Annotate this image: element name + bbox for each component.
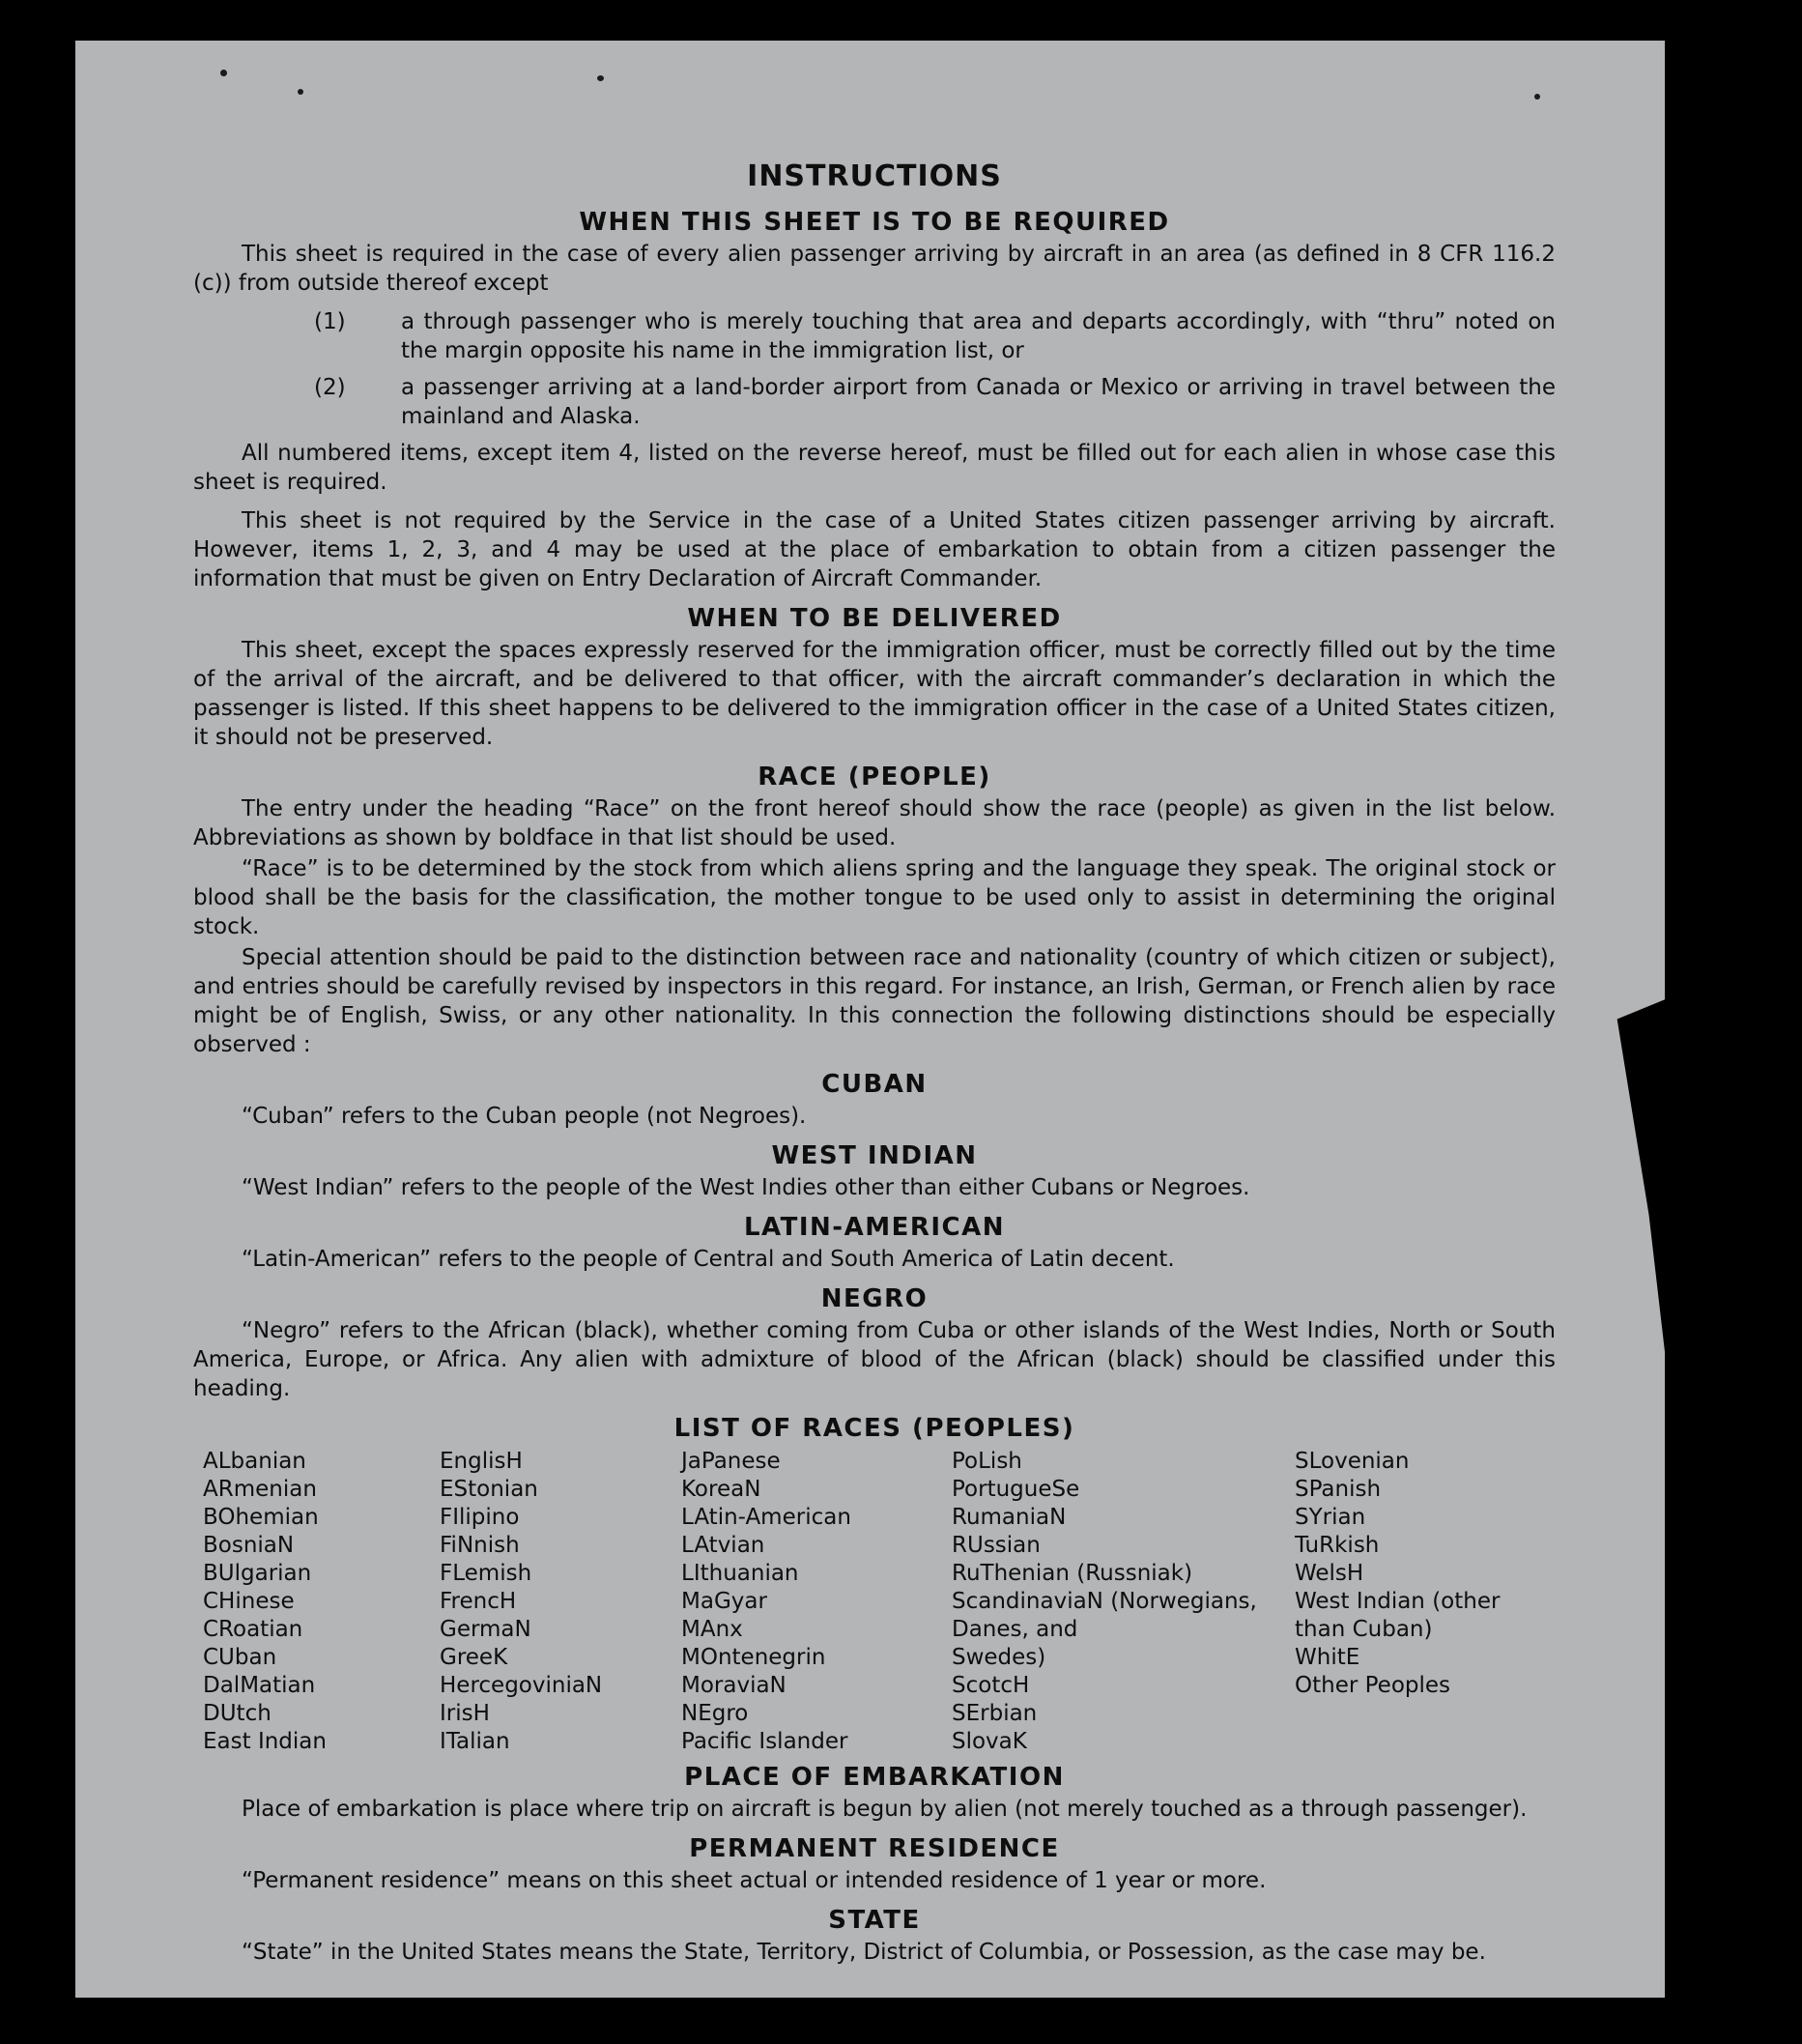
item-text: a through passenger who is merely touching that area and departs accordingly, with “thru” noted on the margin opposite his name in the immigration list, or xyxy=(401,309,1556,363)
race-entry: FrencH xyxy=(440,1589,517,1614)
when-delivered-text: This sheet, except the spaces expressly reserved for the immigration officer, must be correctly filled out by the time of the arrival of the aircraft, and be delivered to that officer, with the aircraft commander’s declaration in which the passenger is listed. If this sheet happens to be delivered to the immigration officer in the case of a United States citizen, it should not be preserved. xyxy=(193,638,1556,750)
race-entry: RUssian xyxy=(952,1533,1041,1558)
race-entry: SYrian xyxy=(1295,1505,1366,1530)
race-paragraph-2: “Race” is to be determined by the stock from which aliens spring and the language they speak. The original stock or blood shall be the basis for the classification, the mother tongue to be used only to assist in determining the original stock. xyxy=(193,856,1556,939)
section-heading-west-indian: WEST INDIAN xyxy=(771,1141,978,1170)
race-entry: ITalian xyxy=(440,1729,510,1754)
item-text: a passenger arriving at a land-border airport from Canada or Mexico or arriving in travel between the mainland and Alaska. xyxy=(401,375,1556,429)
section-heading-negro: NEGRO xyxy=(820,1284,929,1313)
race-entry: ARmenian xyxy=(203,1477,317,1502)
section-heading-when-delivered: WHEN TO BE DELIVERED xyxy=(687,604,1062,633)
section-heading-latin-american: LATIN-AMERICAN xyxy=(743,1213,1006,1242)
section-heading-race: RACE (PEOPLE) xyxy=(758,763,991,792)
exception-item xyxy=(193,373,1556,431)
section-heading-state: STATE xyxy=(828,1906,921,1935)
cuban-text: “Cuban” refers to the Cuban people (not Negroes). xyxy=(242,1104,807,1129)
race-entry: West Indian (other xyxy=(1295,1589,1501,1614)
races-column xyxy=(952,1448,1295,1756)
races-list xyxy=(203,1448,1556,1756)
races-column xyxy=(440,1448,681,1756)
races-column xyxy=(1295,1448,1565,1756)
latin-american-text: “Latin-American” refers to the people of Central and South America of Latin decent. xyxy=(242,1247,1175,1272)
race-entry: MAnx xyxy=(681,1617,743,1642)
race-entry: Swedes) xyxy=(952,1645,1046,1670)
ink-speck xyxy=(1534,94,1540,100)
race-entry: SlovaK xyxy=(952,1729,1027,1754)
negro-text: “Negro” refers to the African (black), whether coming from Cuba or other islands of the West Indies, North or South America, Europe, or Africa. Any alien with admixture of blood of the African (black) should be classified under this heading. xyxy=(193,1318,1556,1401)
race-entry: HercegoviniaN xyxy=(440,1673,603,1698)
race-entry: NEgro xyxy=(681,1701,749,1726)
section-heading-permanent-residence: PERMANENT RESIDENCE xyxy=(689,1834,1060,1863)
section-heading-when-required: WHEN THIS SHEET IS TO BE REQUIRED xyxy=(579,208,1170,237)
race-entry: BOhemian xyxy=(203,1505,319,1530)
race-entry: FiNnish xyxy=(440,1533,520,1558)
race-entry: IrisH xyxy=(440,1701,490,1726)
race-entry: DalMatian xyxy=(203,1673,316,1698)
race-entry: FLemish xyxy=(440,1561,532,1586)
numbered-items-paragraph: All numbered items, except item 4, listed on the reverse hereof, must be filled out for each alien in whose case this sheet is required. xyxy=(193,441,1556,495)
races-column xyxy=(203,1448,440,1756)
race-entry: SErbian xyxy=(952,1701,1038,1726)
race-entry: GermaN xyxy=(440,1617,531,1642)
state-text: “State” in the United States means the State, Territory, District of Columbia, or Possession, as the case may be. xyxy=(242,1940,1486,1965)
section-heading-list-of-races: LIST OF RACES (PEOPLES) xyxy=(673,1414,1075,1443)
race-entry: RumaniaN xyxy=(952,1505,1067,1530)
race-entry: DUtch xyxy=(203,1701,272,1726)
race-paragraph-3: Special attention should be paid to the distinction between race and nationality (country of which citizen or subject), and entries should be carefully revised by inspectors in this regard. For instance, an Irish, German, or French alien by race might be of English, Swiss, or any other nationality. In this connection the following distinctions should be especially observed : xyxy=(193,945,1556,1057)
race-entry: CRoatian xyxy=(203,1617,303,1642)
race-entry: ScotcH xyxy=(952,1673,1030,1698)
race-entry: GreeK xyxy=(440,1645,508,1670)
race-paragraph-1: The entry under the heading “Race” on the front hereof should show the race (people) as given in the list below. Abbreviations as shown by boldface in that list should be used. xyxy=(193,796,1556,850)
race-entry: PortugueSe xyxy=(952,1477,1080,1502)
race-entry: LIthuanian xyxy=(681,1561,799,1586)
ink-speck xyxy=(220,70,227,76)
race-entry: Danes, and xyxy=(952,1617,1078,1642)
west-indian-text: “West Indian” refers to the people of the West Indies other than either Cubans or Negroes. xyxy=(242,1175,1250,1200)
race-entry: WhitE xyxy=(1295,1645,1360,1670)
ink-speck xyxy=(298,89,303,95)
when-required-intro: This sheet is required in the case of every alien passenger arriving by aircraft in an area (as defined in 8 CFR 116.2 (c)) from outside thereof except xyxy=(193,242,1556,296)
race-entry: EnglisH xyxy=(440,1449,523,1474)
race-entry: than Cuban) xyxy=(1295,1617,1433,1642)
race-entry: ScandinaviaN (Norwegians, xyxy=(952,1589,1257,1614)
race-entry: SLovenian xyxy=(1295,1449,1410,1474)
race-entry: Other Peoples xyxy=(1295,1673,1451,1698)
race-entry: CHinese xyxy=(203,1589,295,1614)
race-entry: BUlgarian xyxy=(203,1561,312,1586)
race-entry: KoreaN xyxy=(681,1477,761,1502)
place-of-embarkation-text: Place of embarkation is place where trip on aircraft is begun by alien (not merely touched as a through passenger). xyxy=(242,1797,1528,1822)
page-title: INSTRUCTIONS xyxy=(747,159,1002,193)
race-entry: RuThenian (Russniak) xyxy=(952,1561,1193,1586)
section-heading-cuban: CUBAN xyxy=(821,1070,928,1099)
race-entry: JaPanese xyxy=(681,1449,781,1474)
race-entry: MoraviaN xyxy=(681,1673,787,1698)
instructions-content xyxy=(193,159,1556,1976)
race-entry: LAtvian xyxy=(681,1533,765,1558)
item-number: (2) xyxy=(314,375,346,400)
races-column xyxy=(681,1448,952,1756)
race-entry: East Indian xyxy=(203,1729,327,1754)
ink-speck xyxy=(597,75,604,81)
citizen-paragraph: This sheet is not required by the Service in the case of a United States citizen passenger arriving by aircraft. However, items 1, 2, 3, and 4 may be used at the place of embarkation to obtain from a citizen passenger the information that must be given on Entry Declaration of Aircraft Commander. xyxy=(193,508,1556,591)
race-entry: ALbanian xyxy=(203,1449,306,1474)
race-entry: SPanish xyxy=(1295,1477,1382,1502)
race-entry: CUban xyxy=(203,1645,277,1670)
item-number: (1) xyxy=(314,309,346,334)
race-entry: BosniaN xyxy=(203,1533,295,1558)
race-entry: Pacific Islander xyxy=(681,1729,848,1754)
race-entry: WelsH xyxy=(1295,1561,1364,1586)
race-entry: MOntenegrin xyxy=(681,1645,826,1670)
race-entry: MaGyar xyxy=(681,1589,767,1614)
race-entry: FIlipino xyxy=(440,1505,520,1530)
race-entry: TuRkish xyxy=(1295,1533,1380,1558)
permanent-residence-text: “Permanent residence” means on this sheet actual or intended residence of 1 year or more. xyxy=(242,1868,1267,1893)
race-entry: LAtin-American xyxy=(681,1505,851,1530)
exception-item xyxy=(193,307,1556,365)
section-heading-place-of-embarkation: PLACE OF EMBARKATION xyxy=(684,1763,1065,1792)
race-entry: EStonian xyxy=(440,1477,538,1502)
race-entry: PoLish xyxy=(952,1449,1022,1474)
